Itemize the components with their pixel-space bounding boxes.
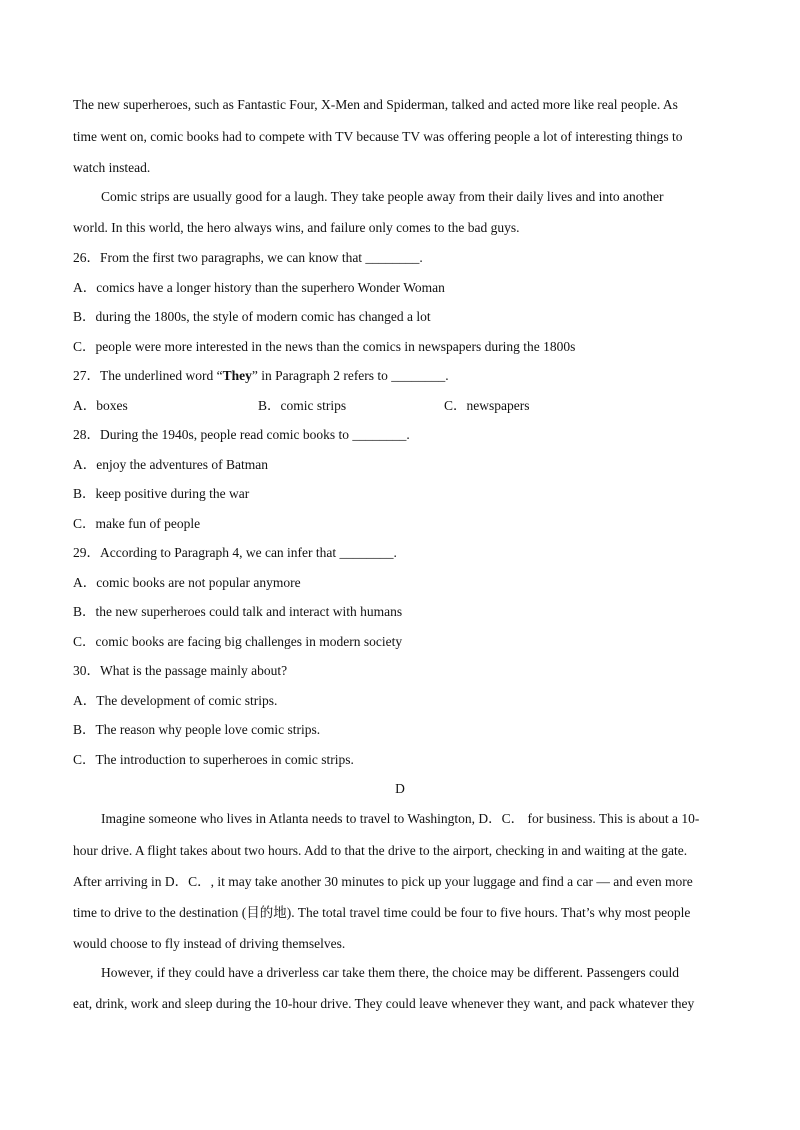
question-29-option-c: C．comic books are facing big challenges in modern society [73, 634, 403, 649]
passage-d-line-1: Imagine someone who lives in Atlanta needs to travel to Washington, D．C． for business. This is about a 10- [101, 811, 700, 826]
passage-d-line-7: eat, drink, work and sleep during the 10-hour drive. They could leave whenever they want, and pack whatever they [73, 996, 695, 1011]
question-27-option-b: B．comic strips [258, 398, 347, 413]
question-27-stem-post: ” in Paragraph 2 refers to ________. [251, 368, 449, 383]
passage-d-line-3: After arriving in D．C．, it may take another 30 minutes to pick up your luggage and find a car — and even more [73, 874, 693, 889]
passage-d-line-6: However, if they could have a driverless car take them there, the choice may be different. Passengers could [101, 965, 679, 980]
question-27-option-c: C．newspapers [444, 398, 530, 413]
passage-c-line-5: world. In this world, the hero always wins, and failure only comes to the bad guys. [73, 220, 520, 235]
question-26-option-a: A．comics have a longer history than the superhero Wonder Woman [73, 280, 445, 295]
question-28-option-b: B．keep positive during the war [73, 486, 250, 501]
question-27-stem-pre: 27．The underlined word “ [73, 368, 223, 383]
question-30-option-b: B．The reason why people love comic strips. [73, 722, 321, 737]
question-30-option-a: A．The development of comic strips. [73, 693, 278, 708]
question-28-option-c: C．make fun of people [73, 516, 201, 531]
question-27-option-a: A．boxes [73, 398, 128, 413]
question-27-stem [73, 367, 449, 385]
question-29-stem: 29．According to Paragraph 4, we can infer that ________. [73, 545, 397, 560]
passage-c-line-4: Comic strips are usually good for a laugh. They take people away from their daily lives and into another [101, 189, 664, 204]
passage-d-line-4: time to drive to the destination (目的地). The total travel time could be four to five hours. That’s why most people [73, 905, 691, 920]
passage-c-line-2: time went on, comic books had to compete with TV because TV was offering people a lot of interesting things to [73, 129, 683, 144]
question-28-stem: 28．During the 1940s, people read comic books to ________. [73, 427, 410, 442]
question-27-keyword: They [222, 368, 252, 383]
passage-d-line-5: would choose to fly instead of driving themselves. [73, 936, 346, 951]
passage-d-line-2: hour drive. A flight takes about two hours. Add to that the drive to the airport, checking in and waiting at the gate. [73, 843, 688, 858]
question-26-option-c: C．people were more interested in the news than the comics in newspapers during the 1800s [73, 339, 576, 354]
question-29-option-b: B．the new superheroes could talk and interact with humans [73, 604, 403, 619]
question-29-option-a: A．comic books are not popular anymore [73, 575, 301, 590]
section-d-heading: D [395, 781, 405, 796]
question-28-option-a: A．enjoy the adventures of Batman [73, 457, 268, 472]
passage-c-line-3: watch instead. [73, 160, 151, 175]
question-30-stem: 30．What is the passage mainly about? [73, 663, 288, 678]
passage-c-line-1: The new superheroes, such as Fantastic Four, X-Men and Spiderman, talked and acted more like real people. As [73, 97, 678, 112]
question-30-option-c: C．The introduction to superheroes in comic strips. [73, 752, 354, 767]
question-26-option-b: B．during the 1800s, the style of modern comic has changed a lot [73, 309, 431, 324]
question-26-stem: 26．From the first two paragraphs, we can know that ________. [73, 250, 423, 265]
